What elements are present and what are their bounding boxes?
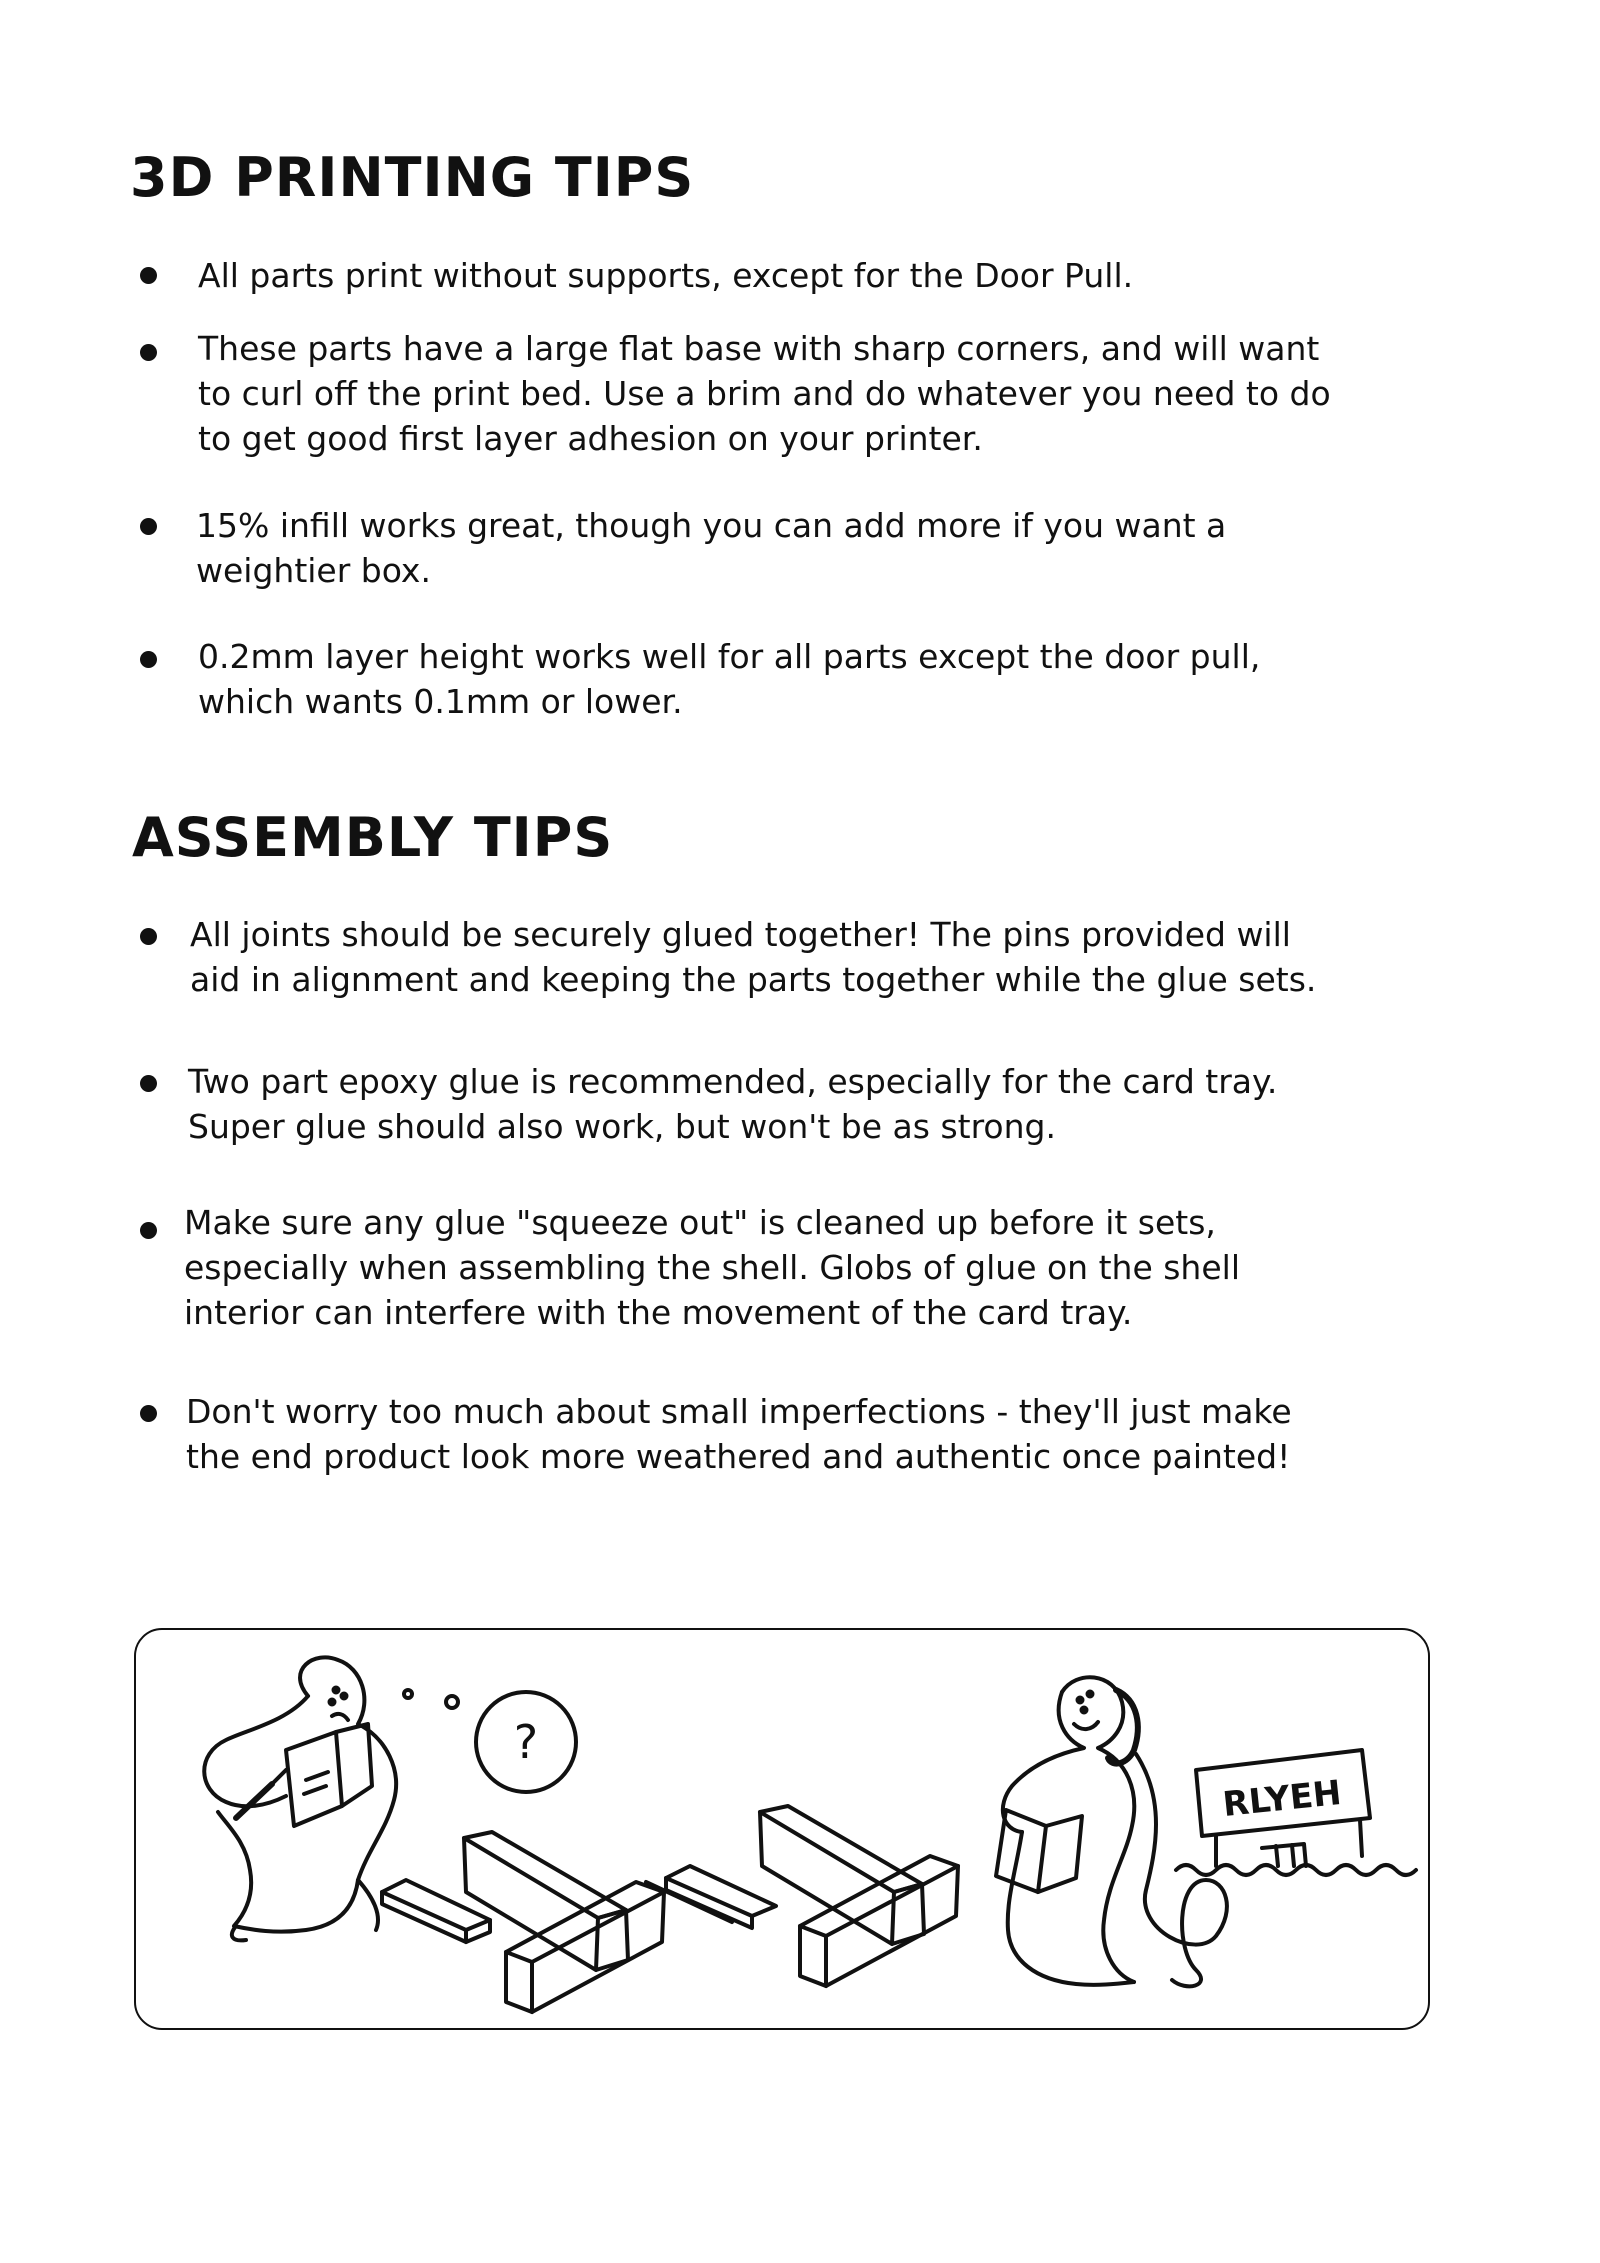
tip-line: the end product look more weathered and authentic once painted! (186, 1437, 1291, 1476)
tip-line: interior can interfere with the movement of the card tray. (184, 1293, 1133, 1332)
bullet-icon (140, 344, 157, 361)
parts-left (382, 1832, 664, 2012)
tip-line: These parts have a large flat base with sharp corners, and will want (198, 329, 1320, 368)
confused-figure (204, 1657, 396, 1940)
tip-line: Don't worry too much about small imperfections - they'll just make (186, 1392, 1292, 1431)
assembly-illustration (136, 1630, 1430, 2030)
printing-tip-2 (198, 326, 1488, 461)
assembly-tips-heading: ASSEMBLY TIPS (132, 806, 614, 869)
thought-bubbles (404, 1690, 576, 1792)
parts-right (646, 1806, 958, 1986)
printing-tip-4 (198, 634, 1488, 724)
illustration-panel (134, 1628, 1430, 2030)
tip-line: especially when assembling the shell. Globs of glue on the shell (184, 1248, 1240, 1287)
printing-tip-3 (196, 503, 1486, 593)
bullet-icon (140, 518, 157, 535)
bullet-icon (140, 928, 157, 945)
tip-line: Make sure any glue "squeeze out" is cleaned up before it sets, (184, 1203, 1216, 1242)
assembly-tip-4 (186, 1389, 1476, 1479)
tip-line: Two part epoxy glue is recommended, especially for the card tray. (188, 1062, 1278, 1101)
tip-line: 15% infill works great, though you can add more if you want a (196, 506, 1227, 545)
bullet-icon (140, 1222, 157, 1239)
assembly-tip-1 (190, 912, 1480, 1002)
tip-line: to curl off the print bed. Use a brim and do whatever you need to do (198, 374, 1331, 413)
tip-line: All parts print without supports, except for the Door Pull. (198, 256, 1134, 295)
bullet-icon (140, 651, 157, 668)
tip-line: Super glue should also work, but won't be as strong. (188, 1107, 1056, 1146)
tip-line: which wants 0.1mm or lower. (198, 682, 683, 721)
assembly-tip-2 (188, 1059, 1478, 1149)
printing-tips-heading: 3D PRINTING TIPS (130, 146, 695, 209)
assembly-tip-3 (184, 1200, 1474, 1335)
tip-line: aid in alignment and keeping the parts together while the glue sets. (190, 960, 1317, 999)
bullet-icon (140, 1405, 157, 1422)
printing-tip-1 (198, 253, 1488, 298)
water-waves (1176, 1865, 1416, 1875)
rlyeh-sign: RLYEH (1220, 1772, 1344, 1826)
tip-line: weightier box. (196, 551, 431, 590)
tip-line: All joints should be securely glued together! The pins provided will (190, 915, 1291, 954)
tip-line: 0.2mm layer height works well for all parts except the door pull, (198, 637, 1261, 676)
phone-figure (996, 1677, 1227, 1986)
tip-line: to get good first layer adhesion on your printer. (198, 419, 983, 458)
bullet-icon (140, 267, 157, 284)
bullet-icon (140, 1075, 157, 1092)
question-mark: ? (513, 1715, 539, 1769)
rlyeh-building (1196, 1750, 1370, 1866)
